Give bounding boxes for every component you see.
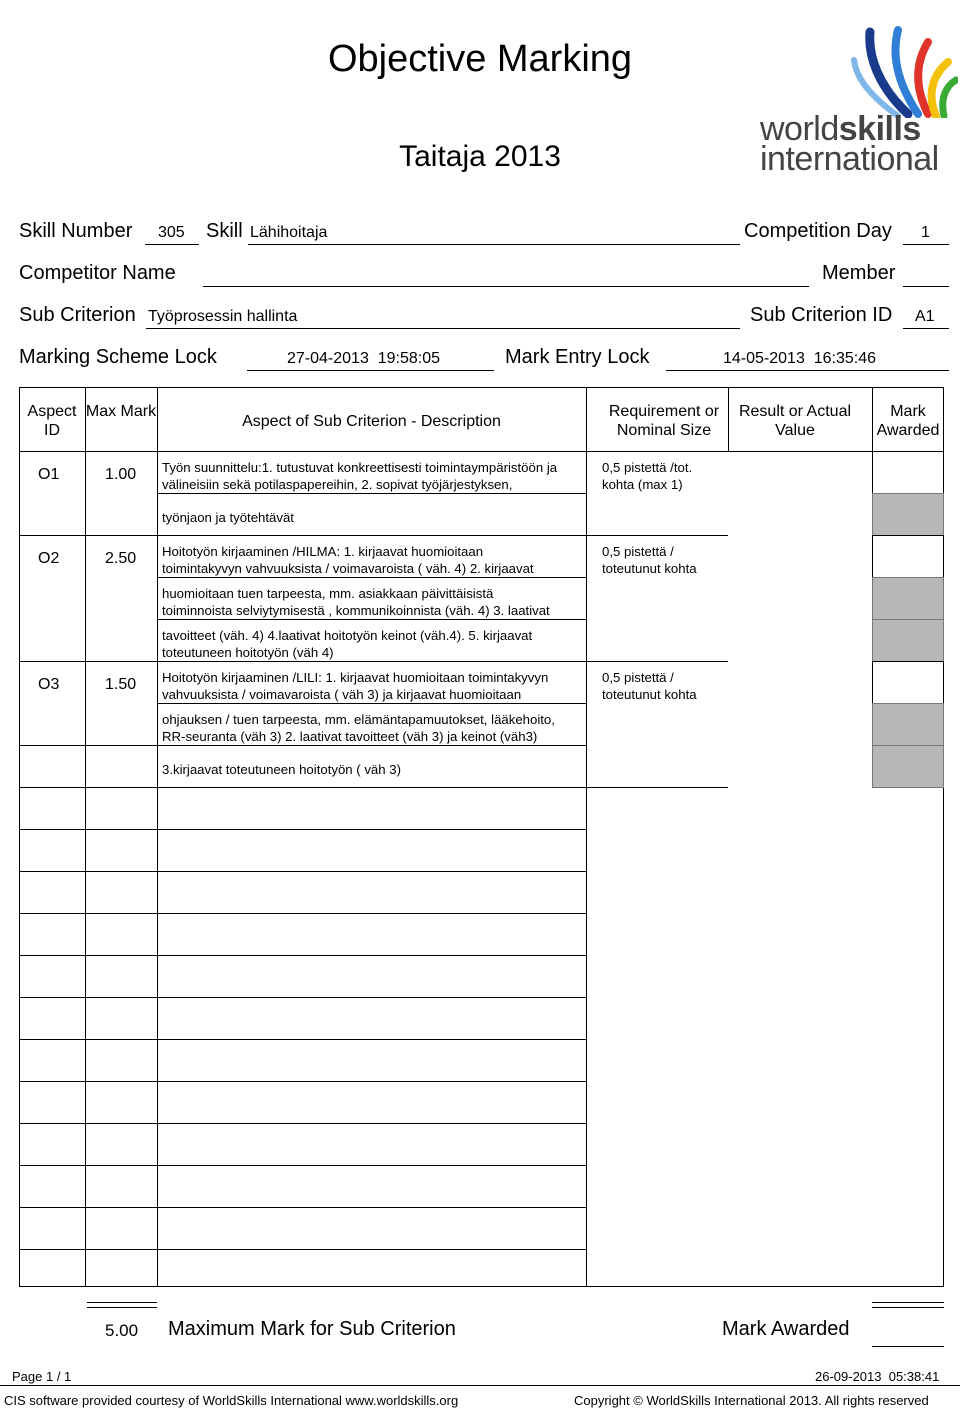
requirement-divider	[586, 661, 728, 662]
logo-text-skills: skills	[838, 110, 921, 148]
requirement-O2-line2: toteutunut kohta	[602, 561, 697, 576]
requirement-O2-line1: 0,5 pistettä /	[602, 544, 674, 559]
competition-day-value: 1	[921, 224, 930, 241]
description-O1-line1: Työn suunnittelu:1. tutustuvat konkreettisesti toimintaympäristöön ja	[162, 460, 558, 475]
competition-day-label: Competition Day	[744, 220, 892, 242]
footer-divider	[0, 1385, 960, 1386]
description-O2-line1: Hoitotyön kirjaaminen /HILMA: 1. kirjaavat huomioitaan	[162, 544, 484, 559]
logo-text-world: world	[760, 110, 839, 148]
sub-criterion-label: Sub Criterion	[19, 304, 136, 326]
description-O2-line5: tavoitteet (väh. 4) 4.laativat hoitotyön keinot (väh.4). 5. kirjaavat	[162, 628, 533, 643]
page-subtitle: Taitaja 2013	[399, 140, 561, 173]
description-O2-line6: toteutuneen hoitotyön (väh 4)	[162, 645, 334, 660]
header-requirement	[590, 402, 738, 440]
col-divider	[85, 387, 86, 1287]
description-divider	[157, 535, 586, 536]
logo-text-international: international	[760, 140, 939, 178]
row-divider	[19, 787, 157, 788]
requirement-O3-line1: 0,5 pistettä /	[602, 670, 674, 685]
mark-cell-shaded	[872, 745, 944, 788]
description-divider	[157, 913, 586, 914]
sub-criterion-value: Työprosessin hallinta	[148, 308, 298, 325]
row-divider	[19, 535, 157, 536]
skill-value: Lähihoitaja	[250, 224, 328, 241]
row-divider	[19, 997, 157, 998]
mark-entry-lock-label: Mark Entry Lock	[505, 346, 650, 368]
row-divider	[19, 1081, 157, 1082]
description-divider	[157, 871, 586, 872]
description-O2-line2: toimintakyvyn vahvuuksista / voimavaroista ( väh. 4) 2. kirjaavat	[162, 561, 534, 576]
requirement-O1-line2: kohta (max 1)	[602, 477, 683, 492]
copyright-text: Copyright © WorldSkills International 2013. All rights reserved	[574, 1393, 929, 1408]
col-divider	[157, 387, 158, 1287]
description-divider	[157, 703, 586, 704]
mark-cell-shaded	[872, 577, 944, 620]
aspect-id-O3: O3	[38, 676, 60, 693]
header-max-mark	[85, 402, 157, 421]
header-description: Aspect of Sub Criterion - Description	[242, 413, 501, 430]
total-max-mark: 5.00	[105, 1321, 139, 1340]
header-max-mark-text: Max Mark	[85, 403, 157, 420]
marking-scheme-lock-value: 27-04-2013 19:58:05	[287, 350, 441, 367]
sub-criterion-underline	[146, 328, 740, 329]
description-divider	[157, 1039, 586, 1040]
marking-scheme-lock-label: Marking Scheme Lock	[19, 346, 217, 368]
row-divider	[19, 829, 157, 830]
member-label: Member	[822, 262, 896, 284]
sub-criterion-id-value: A1	[915, 308, 935, 325]
header-result-text: Result or Actual Value	[738, 403, 852, 439]
aspect-id-O2: O2	[38, 550, 60, 567]
description-divider	[157, 1207, 586, 1208]
row-divider	[19, 661, 157, 662]
description-O3-line4: RR-seuranta (väh 3) 2. laativat tavoitteet (väh 3) ja keinot (väh3)	[162, 729, 538, 744]
description-O1-line2: välineisiin sekä potilaspapereihin, 2. sopivat työjärjestyksen,	[162, 477, 513, 492]
skill-number-value: 305	[158, 224, 185, 241]
sub-criterion-id-label: Sub Criterion ID	[750, 304, 893, 326]
awarded-total-underline	[872, 1346, 944, 1347]
col-divider	[586, 387, 587, 1287]
description-O3-line2: vahvuuksista / voimavaroista ( väh 3) ja kirjaavat huomioitaan	[162, 687, 522, 702]
mark-awarded-label: Mark Awarded	[722, 1318, 850, 1340]
description-divider	[157, 955, 586, 956]
description-O3-line3: ohjauksen / tuen tarpeesta, mm. elämäntapamuutokset, lääkehoito,	[162, 712, 555, 727]
sub-criterion-id-underline	[903, 328, 949, 329]
description-divider	[157, 1165, 586, 1166]
logo-swoosh-icon	[758, 26, 958, 118]
max-mark-O1: 1.00	[105, 466, 137, 483]
row-divider	[19, 1123, 157, 1124]
header-aspect-id	[19, 402, 85, 440]
row-divider	[19, 913, 157, 914]
worldskills-logo	[758, 26, 958, 178]
description-O1-line3: työnjaon ja työtehtävät	[162, 510, 294, 525]
aspect-id-O1: O1	[38, 466, 60, 483]
page-number: Page 1 / 1	[12, 1369, 72, 1384]
header-requirement-text: Requirement or Nominal Size	[608, 403, 720, 439]
description-O3-line1: Hoitotyön kirjaaminen /LILI: 1. kirjaavat huomioitaan toimintakyvyn	[162, 670, 549, 685]
page-title: Objective Marking	[327, 38, 633, 80]
mark-cell-shaded	[872, 619, 944, 662]
requirement-O3-line2: toteutunut kohta	[602, 687, 697, 702]
total-double-line	[87, 1302, 157, 1308]
competitor-name-label: Competitor Name	[19, 262, 176, 284]
skill-number-underline	[145, 244, 199, 245]
mark-entry-lock-underline	[666, 370, 949, 371]
description-divider	[157, 577, 586, 578]
competitor-name-underline	[203, 286, 809, 287]
description-divider	[157, 493, 586, 494]
mark-cell[interactable]	[872, 535, 944, 578]
requirement-O1-line1: 0,5 pistettä /tot.	[602, 460, 693, 475]
description-O2-line4: toiminnoista selviytymisestä , kommunikoinnista (väh. 4) 3. laativat	[162, 603, 550, 618]
mark-cell[interactable]	[872, 451, 944, 494]
description-O2-line3: huomioitaan tuen tarpeesta, mm. asiakkaan päivittäisistä	[162, 586, 494, 601]
header-mark-awarded	[868, 402, 948, 440]
print-timestamp: 26-09-2013 05:38:41	[815, 1369, 940, 1384]
description-divider	[157, 1249, 586, 1250]
max-mark-O2: 2.50	[105, 550, 137, 567]
awarded-double-line	[872, 1302, 944, 1308]
requirement-divider	[586, 787, 728, 788]
description-divider	[157, 619, 586, 620]
marking-scheme-lock-underline	[247, 370, 494, 371]
mark-entry-lock-value: 14-05-2013 16:35:46	[723, 350, 877, 367]
description-divider	[157, 661, 586, 662]
description-divider	[157, 787, 586, 788]
description-divider	[157, 1123, 586, 1124]
skill-underline	[248, 244, 740, 245]
row-divider	[19, 745, 157, 746]
row-divider	[19, 1039, 157, 1040]
requirement-divider	[586, 535, 728, 536]
row-divider	[19, 955, 157, 956]
courtesy-text: CIS software provided courtesy of WorldSkills International www.worldskills.org	[4, 1393, 459, 1408]
description-divider	[157, 829, 586, 830]
description-divider	[157, 1081, 586, 1082]
max-mark-O3: 1.50	[105, 676, 137, 693]
skill-label: Skill	[206, 220, 243, 242]
row-divider	[19, 1207, 157, 1208]
member-underline	[903, 286, 949, 287]
row-divider	[19, 1165, 157, 1166]
mark-cell-shaded	[872, 703, 944, 746]
header-mark-awarded-text: Mark Awarded	[876, 403, 940, 439]
max-mark-label: Maximum Mark for Sub Criterion	[168, 1318, 456, 1340]
mark-cell[interactable]	[872, 661, 944, 704]
skill-number-label: Skill Number	[19, 220, 133, 242]
row-divider	[19, 871, 157, 872]
mark-cell-shaded	[872, 493, 944, 536]
description-divider	[157, 997, 586, 998]
description-O3-line5: 3.kirjaavat toteutuneen hoitotyön ( väh 3)	[162, 762, 401, 777]
header-aspect-id-text: Aspect ID	[27, 403, 77, 439]
competition-day-underline	[903, 244, 949, 245]
header-result	[728, 402, 862, 440]
row-divider	[19, 1249, 157, 1250]
description-divider	[157, 745, 586, 746]
